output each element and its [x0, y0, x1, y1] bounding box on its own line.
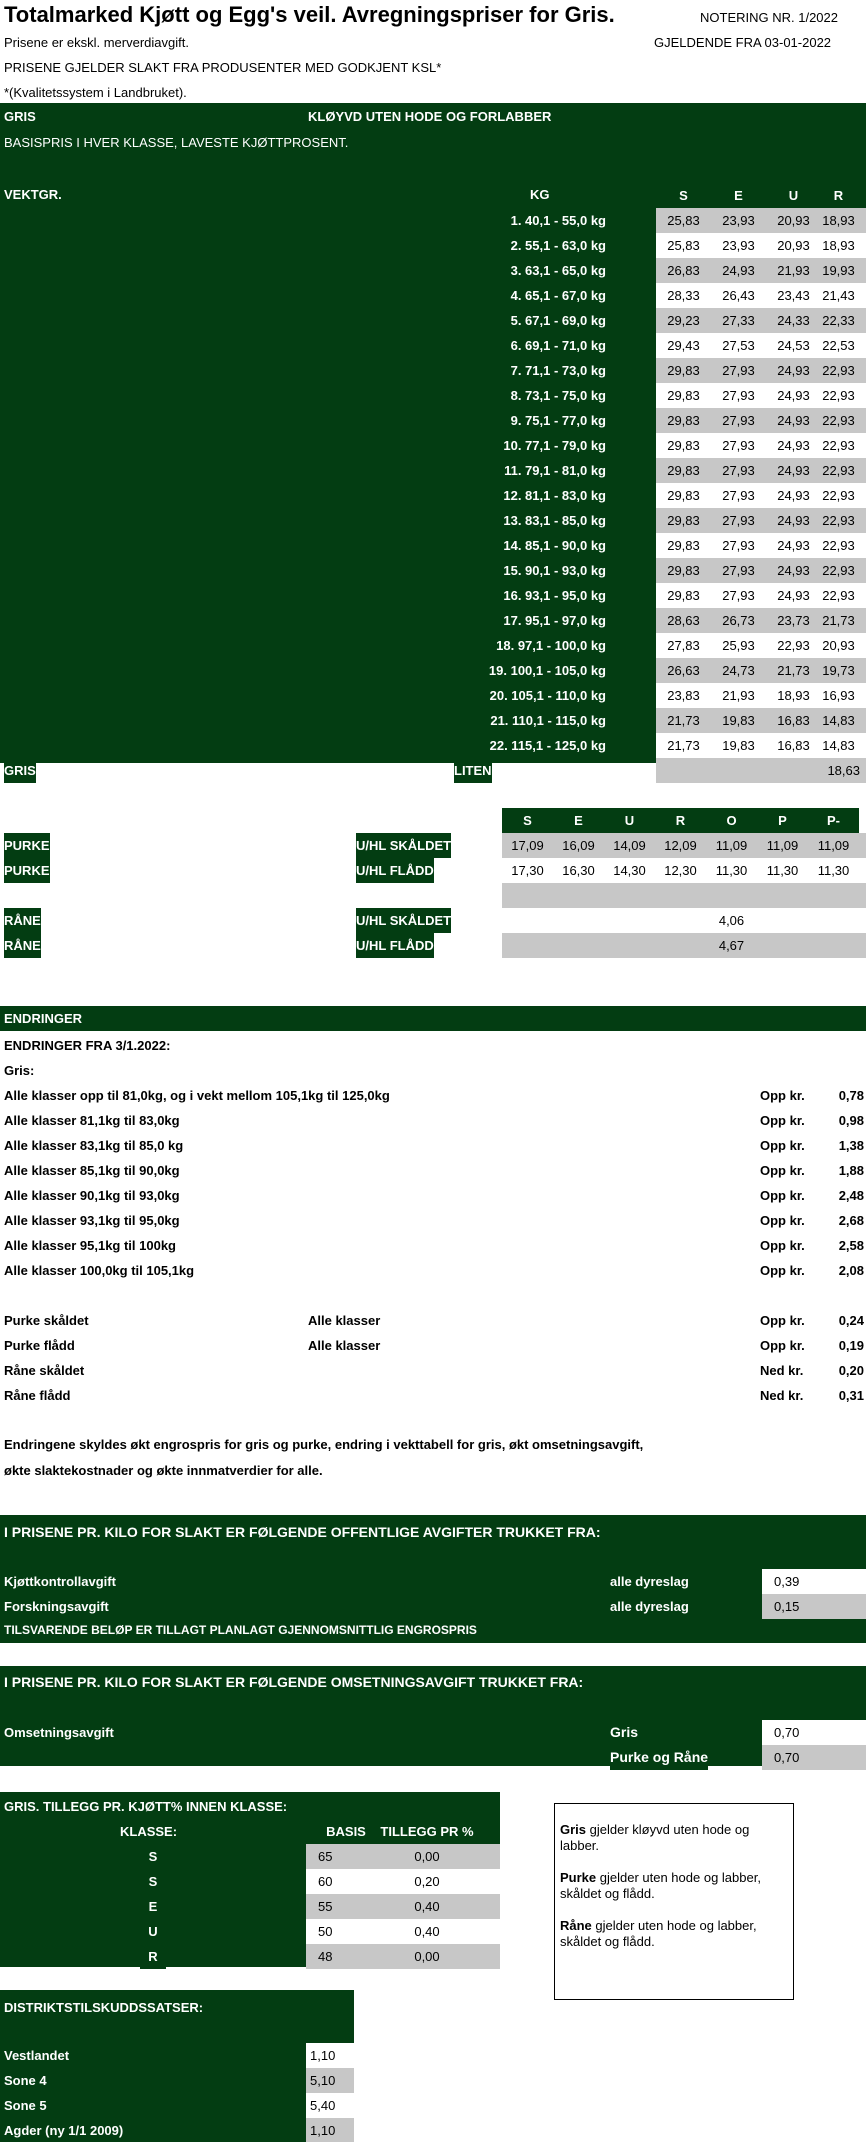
tillegg-basis: 48 — [318, 1949, 333, 1964]
purke-cell: 11,30 — [817, 863, 850, 878]
price-cell: 24,93 — [777, 363, 810, 378]
endring-dir: Ned kr. — [760, 1363, 804, 1378]
endring-text: Alle klasser opp til 81,0kg, og i vekt mellom 105,1kg til 125,0kg — [4, 1088, 390, 1103]
price-cell: 22,93 — [822, 413, 855, 428]
purke-cell: 17,09 — [511, 838, 544, 853]
price-cell: 22,93 — [822, 588, 855, 603]
price-cell: 18,93 — [777, 688, 810, 703]
weight-group: 11. 79,1 - 81,0 kg — [340, 458, 606, 483]
rane-row-bg — [502, 908, 866, 933]
endring-value: 0,19 — [838, 1338, 864, 1353]
rane-row-bg — [502, 933, 866, 958]
purke-cell: 14,30 — [613, 863, 646, 878]
price-cell: 29,83 — [667, 513, 700, 528]
purke-cell: 14,09 — [613, 838, 646, 853]
tillegg-klasse: U — [140, 1919, 166, 1944]
tillegg-col-basis: BASIS — [306, 1819, 386, 1844]
price-cell: 28,63 — [667, 613, 700, 628]
purke-col-header: P — [757, 808, 808, 833]
endring-value: 0,24 — [838, 1313, 864, 1328]
price-cell: 22,33 — [822, 313, 855, 328]
purke-cell: 16,30 — [562, 863, 595, 878]
page-title: Totalmarked Kjøtt og Egg's veil. Avregningspriser for Gris. — [4, 2, 615, 27]
tillegg-value: 0,40 — [414, 1924, 440, 1939]
gris-basis: BASISPRIS I HVER KLASSE, LAVESTE KJØTTPROSENT. — [4, 132, 348, 154]
gris-label: GRIS — [4, 106, 36, 128]
endring-text: Purke skåldet — [4, 1313, 89, 1328]
endring-value: 2,58 — [838, 1238, 864, 1253]
price-cell: 26,83 — [667, 263, 700, 278]
purke-cell: 12,09 — [664, 838, 697, 853]
endring-text: Purke flådd — [4, 1338, 75, 1353]
price-cell: 21,73 — [667, 713, 700, 728]
notering: NOTERING NR. 1/2022 — [700, 10, 838, 25]
distrikt-text: Sone 4 — [4, 2068, 47, 2093]
tillegg-value: 0,00 — [414, 1849, 440, 1864]
purke-type: U/HL SKÅLDET — [356, 833, 451, 858]
price-cell: 22,93 — [822, 538, 855, 553]
price-cell: 27,93 — [722, 588, 755, 603]
endring-dir: Opp kr. — [760, 1138, 805, 1153]
endringer-heading: ENDRINGER — [0, 1006, 866, 1031]
price-cell: 22,93 — [822, 388, 855, 403]
avgift-klasse: alle dyreslag — [610, 1569, 689, 1594]
price-cell: 21,73 — [822, 613, 855, 628]
price-cell: 24,93 — [777, 488, 810, 503]
endring-klasse: Alle klasser — [308, 1338, 381, 1353]
price-cell: 27,93 — [722, 513, 755, 528]
price-cell: 29,83 — [667, 413, 700, 428]
endring-text: Råne flådd — [4, 1388, 71, 1403]
endring-value: 0,31 — [838, 1388, 864, 1403]
price-cell: 21,93 — [777, 263, 810, 278]
price-cell: 27,93 — [722, 488, 755, 503]
endring-text: Alle klasser 93,1kg til 95,0kg — [4, 1213, 180, 1228]
weight-group: 14. 85,1 - 90,0 kg — [340, 533, 606, 558]
price-cell: 14,83 — [822, 738, 855, 753]
omsetning-heading: I PRISENE PR. KILO FOR SLAKT ER FØLGENDE OMSETNINGSAVGIFT TRUKKET FRA: — [4, 1670, 583, 1695]
distrikt-value: 5,10 — [306, 2068, 354, 2093]
tillegg-klasse: R — [140, 1944, 166, 1969]
info-purke: Purke gjelder uten hode og labber, skåldet og flådd. — [560, 1870, 761, 1901]
omsetning-klasse: Gris — [610, 1720, 638, 1745]
weight-group: 19. 100,1 - 105,0 kg — [340, 658, 606, 683]
price-cell: 24,93 — [777, 513, 810, 528]
price-cell: 20,93 — [822, 638, 855, 653]
price-cell: 29,83 — [667, 463, 700, 478]
purke-col-header: O — [706, 808, 757, 833]
weight-group: 16. 93,1 - 95,0 kg — [340, 583, 606, 608]
price-cell: 22,93 — [777, 638, 810, 653]
endring-value: 2,48 — [838, 1188, 864, 1203]
gris-col-header: R — [811, 183, 866, 208]
kg-label: KG — [530, 184, 550, 206]
price-cell: 22,93 — [822, 488, 855, 503]
purke-cell: 12,30 — [664, 863, 697, 878]
price-cell: 29,83 — [667, 488, 700, 503]
header-line1: Prisene er ekskl. merverdiavgift. — [4, 35, 189, 50]
avgift-klasse: alle dyreslag — [610, 1594, 689, 1619]
endring-dir: Opp kr. — [760, 1338, 805, 1353]
gris-desc: KLØYVD UTEN HODE OG FORLABBER — [308, 106, 551, 128]
info-rane: Råne gjelder uten hode og labber, skåldet og flådd. — [560, 1918, 757, 1949]
price-cell: 22,93 — [822, 513, 855, 528]
endring-value: 0,98 — [838, 1113, 864, 1128]
price-cell: 25,93 — [722, 638, 755, 653]
endringer-note1: Endringene skyldes økt engrospris for gris og purke, endring i vekttabell for gris, økt omsetningsavgift, — [4, 1437, 644, 1452]
tillegg-basis: 60 — [318, 1874, 333, 1889]
omsetning-klasse: Purke og Råne — [610, 1745, 708, 1770]
price-cell: 29,83 — [667, 363, 700, 378]
price-cell: 28,33 — [667, 288, 700, 303]
omsetning-value: 0,70 — [762, 1745, 866, 1770]
purke-cell: 11,30 — [715, 863, 748, 878]
price-cell: 23,73 — [777, 613, 810, 628]
vektgr-label: VEKTGR. — [4, 184, 62, 206]
header-line3: *(Kvalitetssystem i Landbruket). — [4, 85, 187, 100]
purke-type: U/HL FLÅDD — [356, 858, 434, 883]
endring-value: 0,20 — [838, 1363, 864, 1378]
weight-group: 4. 65,1 - 67,0 kg — [340, 283, 606, 308]
gris-col-header: U — [766, 183, 821, 208]
weight-group: 22. 115,1 - 125,0 kg — [340, 733, 606, 758]
price-cell: 23,93 — [722, 238, 755, 253]
rane-type: U/HL FLÅDD — [356, 933, 434, 958]
price-cell: 27,93 — [722, 438, 755, 453]
endring-dir: Opp kr. — [760, 1113, 805, 1128]
avgifter-heading: I PRISENE PR. KILO FOR SLAKT ER FØLGENDE OFFENTLIGE AVGIFTER TRUKKET FRA: — [4, 1520, 601, 1545]
liten-value: 18,63 — [827, 763, 860, 778]
distrikt-value: 5,40 — [306, 2093, 354, 2118]
purke-col-header: E — [553, 808, 604, 833]
endring-dir: Opp kr. — [760, 1188, 805, 1203]
endring-dir: Opp kr. — [760, 1313, 805, 1328]
purke-col-header: P- — [808, 808, 859, 833]
info-box — [554, 1803, 794, 2000]
price-cell: 26,43 — [722, 288, 755, 303]
purke-col-header: R — [655, 808, 706, 833]
distrikt-heading: DISTRIKTSTILSKUDDSSATSER: — [4, 1995, 203, 2020]
tillegg-basis: 55 — [318, 1899, 333, 1914]
price-cell: 21,73 — [777, 663, 810, 678]
purke-cell: 11,09 — [715, 838, 748, 853]
price-cell: 24,93 — [777, 463, 810, 478]
price-cell: 27,83 — [667, 638, 700, 653]
price-cell: 16,83 — [777, 738, 810, 753]
weight-group: 21. 110,1 - 115,0 kg — [340, 708, 606, 733]
price-cell: 27,33 — [722, 313, 755, 328]
endring-text: Alle klasser 100,0kg til 105,1kg — [4, 1263, 195, 1278]
price-cell: 24,93 — [722, 263, 755, 278]
price-cell: 22,93 — [822, 438, 855, 453]
price-cell: 18,93 — [822, 213, 855, 228]
avgift-value: 0,15 — [762, 1594, 866, 1619]
endring-dir: Opp kr. — [760, 1163, 805, 1178]
price-cell: 22,53 — [822, 338, 855, 353]
endring-text: Alle klasser 85,1kg til 90,0kg — [4, 1163, 180, 1178]
weight-group: 9. 75,1 - 77,0 kg — [340, 408, 606, 433]
price-cell: 16,83 — [777, 713, 810, 728]
weight-group: 5. 67,1 - 69,0 kg — [340, 308, 606, 333]
endring-text: Alle klasser 95,1kg til 100kg — [4, 1238, 176, 1253]
purke-cell: 11,09 — [817, 838, 850, 853]
price-cell: 22,93 — [822, 563, 855, 578]
endringer-fra: ENDRINGER FRA 3/1.2022: — [4, 1038, 171, 1053]
weight-group: 15. 90,1 - 93,0 kg — [340, 558, 606, 583]
price-cell: 18,93 — [822, 238, 855, 253]
endring-text: Alle klasser 83,1kg til 85,0 kg — [4, 1138, 184, 1153]
price-cell: 29,83 — [667, 438, 700, 453]
price-cell: 21,73 — [667, 738, 700, 753]
omsetning-value: 0,70 — [762, 1720, 866, 1745]
price-cell: 29,83 — [667, 563, 700, 578]
weight-group: 7. 71,1 - 73,0 kg — [340, 358, 606, 383]
endringer-note2: økte slaktekostnader og økte innmatverdier for alle. — [4, 1463, 323, 1478]
gjeldende: GJELDENDE FRA 03-01-2022 — [654, 35, 832, 50]
rane-label: RÅNE — [4, 933, 41, 958]
distrikt-text: Sone 5 — [4, 2093, 47, 2118]
price-cell: 27,93 — [722, 388, 755, 403]
price-cell: 23,43 — [777, 288, 810, 303]
price-cell: 26,63 — [667, 663, 700, 678]
price-cell: 20,93 — [777, 238, 810, 253]
gris-col-header: E — [711, 183, 766, 208]
price-cell: 24,93 — [777, 413, 810, 428]
purke-cell: 16,09 — [562, 838, 595, 853]
endring-dir: Ned kr. — [760, 1388, 804, 1403]
info-gris: Gris gjelder kløyvd uten hode og labber. — [560, 1822, 750, 1853]
rane-value: 4,67 — [718, 938, 745, 953]
purke-cell: 17,30 — [511, 863, 544, 878]
weight-group: 2. 55,1 - 63,0 kg — [340, 233, 606, 258]
price-cell: 29,23 — [667, 313, 700, 328]
endring-text: Alle klasser 81,1kg til 83,0kg — [4, 1113, 180, 1128]
tillegg-value: 0,20 — [414, 1874, 440, 1889]
purke-cell: 11,30 — [766, 863, 799, 878]
price-cell: 20,93 — [777, 213, 810, 228]
distrikt-value: 1,10 — [306, 2118, 354, 2142]
price-cell: 29,43 — [667, 338, 700, 353]
endring-value: 1,38 — [838, 1138, 864, 1153]
omsetning-label: Omsetningsavgift — [4, 1720, 114, 1745]
purke-label: PURKE — [4, 833, 50, 858]
rane-label: RÅNE — [4, 908, 41, 933]
weight-group: 20. 105,1 - 110,0 kg — [340, 683, 606, 708]
purke-cell: 11,09 — [766, 838, 799, 853]
distrikt-value: 1,10 — [306, 2043, 354, 2068]
price-cell: 29,83 — [667, 588, 700, 603]
avgift-text: Kjøttkontrollavgift — [4, 1569, 116, 1594]
weight-group: 13. 83,1 - 85,0 kg — [340, 508, 606, 533]
tillegg-klasse: E — [140, 1894, 166, 1919]
price-cell: 24,93 — [777, 563, 810, 578]
endring-dir: Opp kr. — [760, 1088, 805, 1103]
weight-group: 18. 97,1 - 100,0 kg — [340, 633, 606, 658]
gris-col-header: S — [656, 183, 711, 208]
price-cell: 22,93 — [822, 363, 855, 378]
rane-type: U/HL SKÅLDET — [356, 908, 451, 933]
tillegg-klasse: S — [140, 1869, 166, 1894]
purke-col-header: S — [502, 808, 553, 833]
price-cell: 27,53 — [722, 338, 755, 353]
price-cell: 24,93 — [777, 438, 810, 453]
price-cell: 27,93 — [722, 413, 755, 428]
weight-group: 1. 40,1 - 55,0 kg — [340, 208, 606, 233]
price-cell: 24,93 — [777, 538, 810, 553]
price-cell: 24,53 — [777, 338, 810, 353]
endring-value: 2,08 — [838, 1263, 864, 1278]
price-cell: 24,93 — [777, 588, 810, 603]
endring-dir: Opp kr. — [760, 1238, 805, 1253]
purke-label: PURKE — [4, 858, 50, 883]
price-cell: 26,73 — [722, 613, 755, 628]
tillegg-value: 0,40 — [414, 1899, 440, 1914]
endring-text: Råne skåldet — [4, 1363, 85, 1378]
endring-value: 0,78 — [838, 1088, 864, 1103]
weight-group: 8. 73,1 - 75,0 kg — [340, 383, 606, 408]
weight-group: 6. 69,1 - 71,0 kg — [340, 333, 606, 358]
weight-group: 10. 77,1 - 79,0 kg — [340, 433, 606, 458]
endring-klasse: Alle klasser — [308, 1313, 381, 1328]
avgift-text: Forskningsavgift — [4, 1594, 109, 1619]
endringer-gris: Gris: — [4, 1063, 35, 1078]
price-cell: 25,83 — [667, 213, 700, 228]
endring-dir: Opp kr. — [760, 1213, 805, 1228]
price-cell: 19,83 — [722, 713, 755, 728]
tillegg-col-klasse: KLASSE: — [120, 1819, 177, 1844]
rane-value: 4,06 — [718, 913, 745, 928]
price-cell: 29,83 — [667, 388, 700, 403]
price-cell: 16,93 — [822, 688, 855, 703]
weight-group: 12. 81,1 - 83,0 kg — [340, 483, 606, 508]
tillegg-basis: 50 — [318, 1924, 333, 1939]
avgift-value: 0,39 — [762, 1569, 866, 1594]
avgifter-note: TILSVARENDE BELØP ER TILLAGT PLANLAGT GJENNOMSNITTLIG ENGROSPRIS — [4, 1620, 477, 1640]
price-cell: 21,93 — [722, 688, 755, 703]
tillegg-value: 0,00 — [414, 1949, 440, 1964]
distrikt-text: Vestlandet — [4, 2043, 69, 2068]
price-cell: 24,93 — [777, 388, 810, 403]
header-line2: PRISENE GJELDER SLAKT FRA PRODUSENTER MED GODKJENT KSL* — [4, 60, 442, 75]
weight-group: 17. 95,1 - 97,0 kg — [340, 608, 606, 633]
gris-liten: LITEN — [454, 758, 492, 783]
price-cell: 27,93 — [722, 463, 755, 478]
purke-col-header: U — [604, 808, 655, 833]
distrikt-text: Agder (ny 1/1 2009) — [4, 2118, 123, 2142]
price-cell: 24,73 — [722, 663, 755, 678]
price-cell: 29,83 — [667, 538, 700, 553]
price-cell: 22,93 — [822, 463, 855, 478]
price-cell: 24,33 — [777, 313, 810, 328]
tillegg-heading: GRIS. TILLEGG PR. KJØTT% INNEN KLASSE: — [4, 1794, 287, 1819]
price-cell: 27,93 — [722, 538, 755, 553]
weight-group: 3. 63,1 - 65,0 kg — [340, 258, 606, 283]
price-cell: 19,83 — [722, 738, 755, 753]
price-cell: 27,93 — [722, 363, 755, 378]
gris-liten-label: GRIS — [4, 758, 36, 783]
purke-spacer — [502, 883, 866, 908]
price-cell: 23,83 — [667, 688, 700, 703]
endring-value: 1,88 — [838, 1163, 864, 1178]
tillegg-col-tillegg: TILLEGG PR % — [376, 1819, 478, 1844]
tillegg-klasse: S — [140, 1844, 166, 1869]
price-cell: 19,93 — [822, 263, 855, 278]
endring-text: Alle klasser 90,1kg til 93,0kg — [4, 1188, 180, 1203]
price-cell: 14,83 — [822, 713, 855, 728]
price-cell: 23,93 — [722, 213, 755, 228]
price-cell: 27,93 — [722, 563, 755, 578]
price-cell: 19,73 — [822, 663, 855, 678]
tillegg-basis: 65 — [318, 1849, 333, 1864]
price-cell: 25,83 — [667, 238, 700, 253]
endring-value: 2,68 — [838, 1213, 864, 1228]
endring-dir: Opp kr. — [760, 1263, 805, 1278]
price-cell: 21,43 — [822, 288, 855, 303]
